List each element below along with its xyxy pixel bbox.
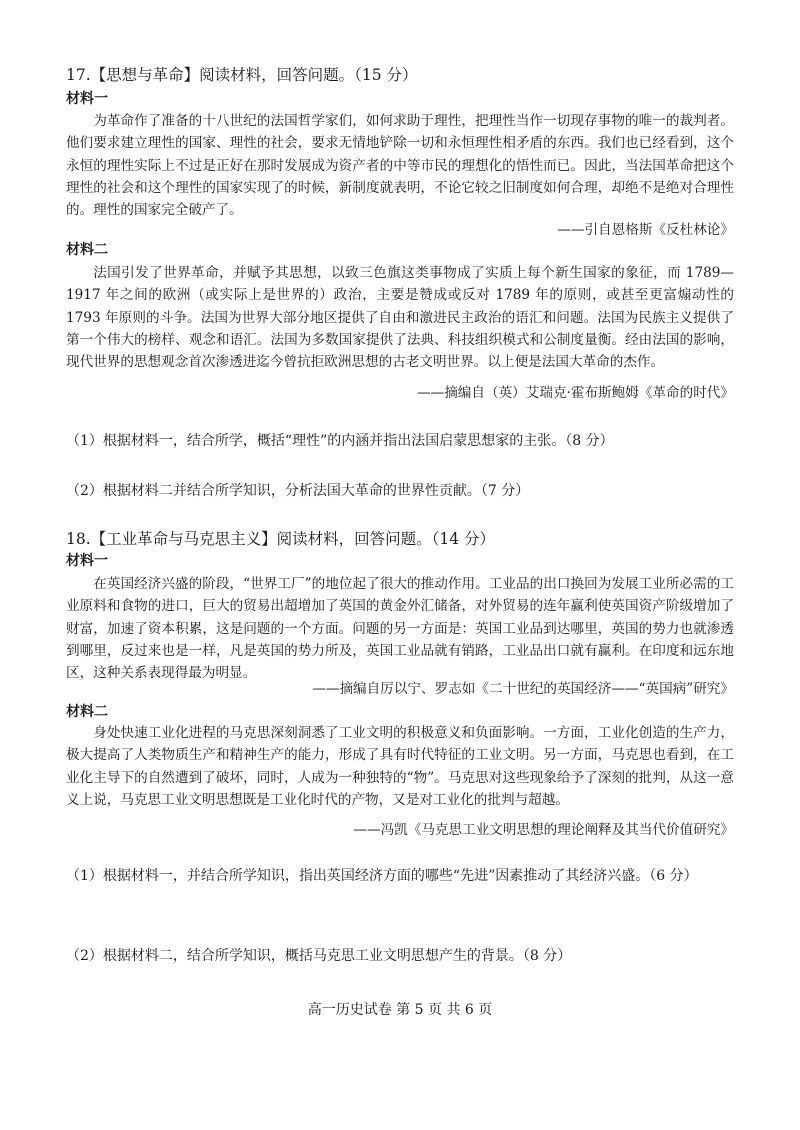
q18-material2-label: 材料二	[66, 704, 108, 720]
q17-subquestion-2: （2）根据材料二并结合所学知识，分析法国大革命的世界性贡献。（7 分）	[66, 483, 530, 499]
q17-subquestion-1: （1）根据材料一，结合所学，概括“理性”的内涵并指出法国启蒙思想家的主张。（8 分）	[66, 433, 614, 449]
q18-subquestion-2: （2）根据材料二，结合所学知识，概括马克思工业文明思想产生的背景。（8 分）	[66, 948, 572, 964]
q18-material2-text: 身处快速工业化进程的马克思深刻洞悉了工业文明的积极意义和负面影响。一方面，工业化创造的生产力，极大提高了人类物质生产和精神生产的能力，形成了具有时代特征的工业文明。另一方面，马克思也看到，在工业化主导下的自然遭到了破坏，同时，人成为一种独特的“物”。马克思对这些现象给予了深刻的批判，从这一意义上说，马克思工业文明思想既是工业化时代的产物，又是对工业化的批判与超越。	[66, 725, 734, 808]
q17-material2-text: 法国引发了世界革命，并赋予其思想，以致三色旗这类事物成了实质上每个新生国家的象征，而 1789—1917 年之间的欧洲（或实际上是世界的）政治，主要是赞成或反对 1789 年的原则，或甚至更富煽动性的 1793 年原则的斗争。法国为世界大部分地区提供了自由和激进民主政治的语汇和问题。法国为民族主义提供了第一个伟大的榜样、观念和语汇。法国为多数国家提供了法典、科技组织模式和公制度量衡。经由法国的影响，现代世界的思想观念首次渗透进迄今曾抗拒欧洲思想的古老文明世界。以上便是法国大革命的杰作。	[66, 265, 734, 371]
q17-material2-source: ——摘编自（英）艾瑞克·霍布斯鲍姆《革命的时代》	[417, 385, 734, 401]
q18-material1-source: ——摘编自厉以宁、罗志如《二十世纪的英国经济——“英国病”研究》	[312, 681, 734, 697]
q17-material2-label: 材料二	[66, 242, 108, 258]
q17-material1-text: 为革命作了准备的十八世纪的法国哲学家们，如何求助于理性，把理性当作一切现存事物的唯一的裁判者。他们要求建立理性的国家、理性的社会，要求无情地铲除一切和永恒理性相矛盾的东西。我们也已经看到，这个永恒的理性实际上不过是正好在那时发展成为资产者的中等市民的理想化的悟性而已。因此，当法国革命把这个理性的社会和这个理性的国家实现了的时候，新制度就表明，不论它较之旧制度如何合理，却绝不是绝对合理性的。理性的国家完全破产了。	[66, 113, 734, 219]
question-18-title: 18.【工业革命与马克思主义】阅读材料，回答问题。（14 分）	[66, 530, 496, 548]
q17-material1-label: 材料一	[66, 91, 108, 107]
q18-material1-text: 在英国经济兴盛的阶段，“世界工厂”的地位起了很大的推动作用。工业品的出口换回为发展工业所必需的工业原料和食物的进口，巨大的贸易出超增加了英国的黄金外汇储备，对外贸易的连年赢利使英国资产阶级增加了财富，加速了资本积累，这是问题的一个方面。问题的另一方面是：英国工业品到达哪里，英国的势力也就渗透到哪里，反过来也是一样，凡是英国的势力所及，英国工业品就有销路，工业品出口就有赢利。在印度和远东地区，这种关系表现得最为明显。	[66, 576, 734, 682]
q17-material1-source: ——引自恩格斯《反杜林论》	[557, 222, 734, 238]
q18-subquestion-1: （1）根据材料一，并结合所学知识，指出英国经济方面的哪些“先进”因素推动了其经济兴盛。（6 分）	[66, 868, 698, 884]
page-footer: 高一历史试卷 第 5 页 共 6 页	[307, 1002, 493, 1018]
question-17-title: 17.【思想与革命】阅读材料，回答问题。（15 分）	[66, 66, 418, 84]
q18-material1-label: 材料一	[66, 553, 108, 569]
q18-material2-source: ——冯凯《马克思工业文明思想的理论阐释及其当代价值研究》	[353, 822, 734, 838]
